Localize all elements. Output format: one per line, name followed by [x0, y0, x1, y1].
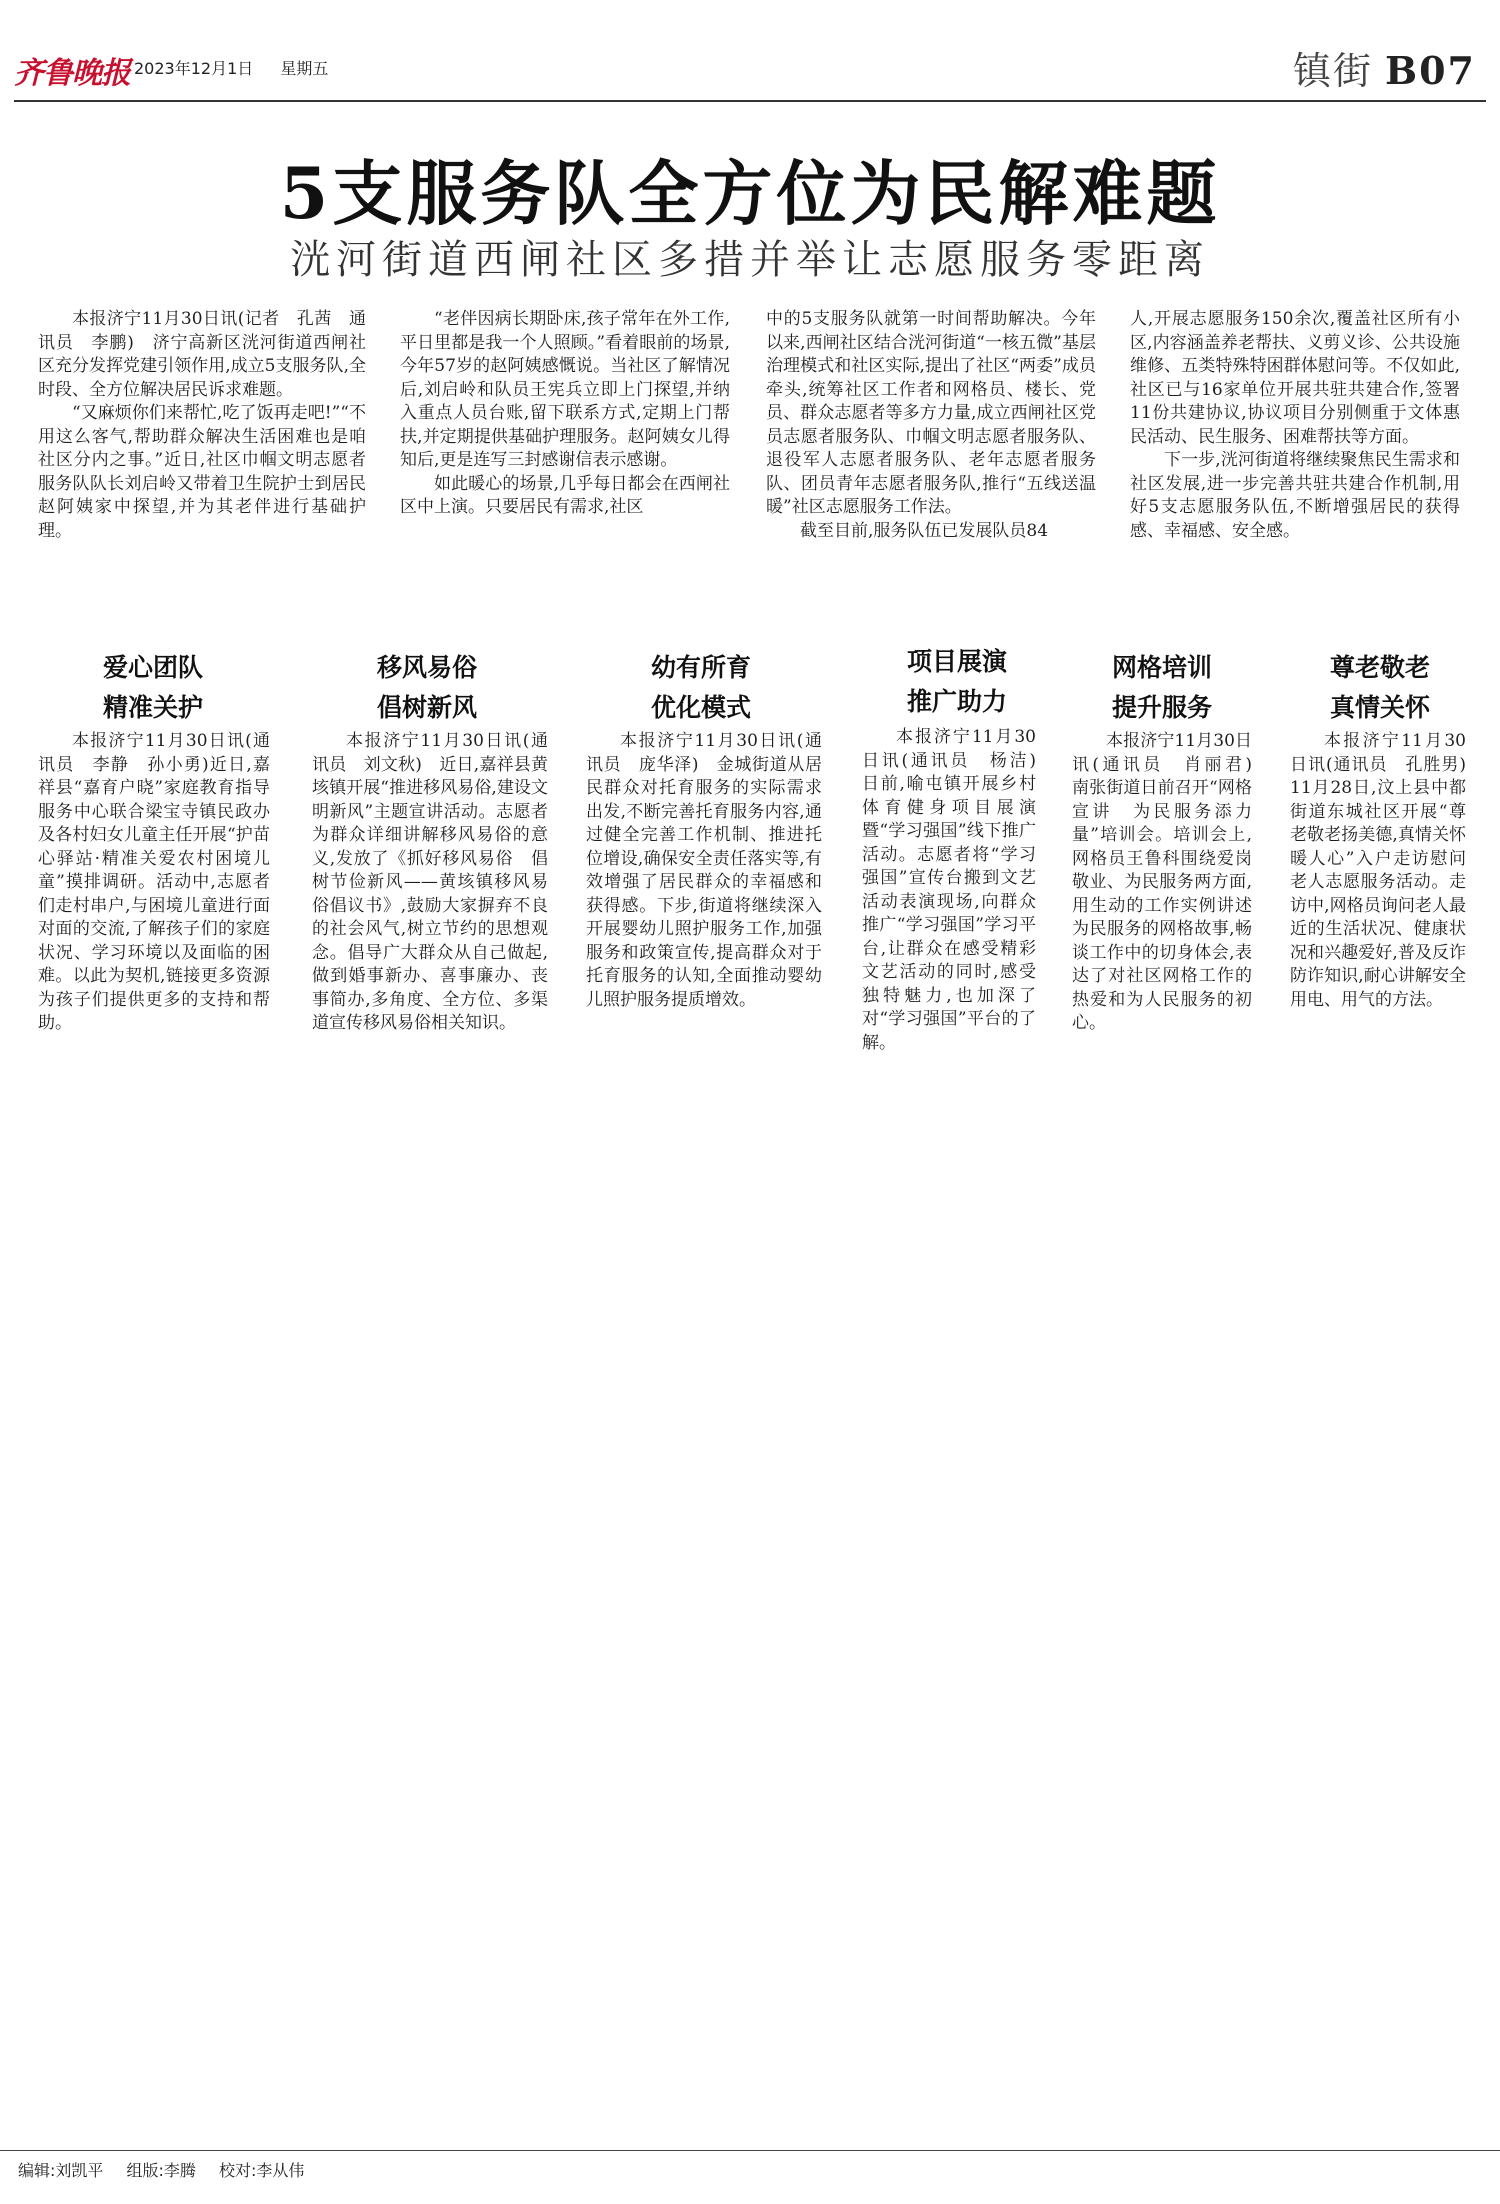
story-paragraph: 本报济宁11月30日讯(通讯员 李静 孙小勇)近日,嘉祥县“嘉育户晓”家庭教育指导服务中心联合梁宝寺镇民政办及各村妇女儿童主任开展“护苗心驿站·精准关爱农村困境儿童”摸排调研。活动中,志愿者们走村串户,与困境儿童进行面对面的交流,了解孩子们的家庭状况、学习环境以及面临的困难。以此为契机,链接更多资源为孩子们提供更多的支持和帮助。: [38, 731, 270, 1033]
date-text: 2023年12月1日: [134, 59, 254, 78]
story-paragraph: 本报济宁11月30日讯(通讯员 杨洁) 日前,喻屯镇开展乡村体育健身项目展演暨“学习强国”线下推广活动。志愿者将“学习强国”宣传台搬到文艺活动表演现场,向群众推广“学习强国”学习平台,让群众在感受精彩文艺活动的同时,感受独特魅力,也加深了对“学习强国”平台的了解。: [862, 727, 1053, 1053]
story-title-line: 幼有所育: [650, 653, 751, 682]
story-title-line: 优化模式: [650, 693, 751, 722]
lead-column-3: [766, 308, 1096, 543]
lead-column-4: [1130, 308, 1460, 543]
story-title-line: 精准关护: [102, 693, 203, 722]
footer-divider: [0, 2150, 1500, 2151]
story-title-line: 爱心团队: [102, 653, 203, 682]
story-paragraph: 本报济宁11月30日讯(通讯员 肖丽君) 南张街道日前召开“网格宣讲 为民服务添力量”培训会。培训会上,网格员王鲁科围绕爱岗敬业、为民服务两方面,用生动的工作实例讲述为民服务的网格故事,畅谈工作中的切身体会,表达了对社区网格工作的热爱和为人民服务的初心。: [1072, 731, 1269, 1033]
lead-paragraph: 本报济宁11月30日讯(记者 孔茜 通讯员 李鹏) 济宁高新区洸河街道西闸社区充分发挥党建引领作用,成立5支服务队,全时段、全方位解决居民诉求难题。: [38, 309, 366, 400]
story-body: [862, 726, 1053, 1055]
proof-credit: 校对:李从伟: [219, 2161, 305, 2180]
credits-line: [18, 2158, 322, 2181]
story-title-line: 移风易俗: [376, 653, 477, 682]
story-title: [1290, 648, 1470, 728]
story-title-line: 尊老敬老: [1329, 653, 1430, 682]
lead-paragraph: 如此暖心的场景,几乎每日都会在西闸社区中上演。只要居民有需求,社区: [400, 473, 730, 517]
layout-credit: 组版:李腾: [126, 2161, 196, 2180]
story-title-line: 提升服务: [1111, 693, 1212, 722]
story-body: [1072, 730, 1269, 1036]
newspaper-logo: 齐鲁晚报: [14, 56, 130, 91]
lead-paragraph: 人,开展志愿服务150余次,覆盖社区所有小区,内容涵盖养老帮扶、义剪义诊、公共设施维修、五类特殊特困群体慰问等。不仅如此,社区已与16家单位开展共驻共建合作,签署11份共建协议,协议项目分别侧重于文体惠民活动、民生服务、困难帮扶等方面。: [1130, 309, 1460, 447]
story-title: [862, 642, 1052, 722]
story-title-line: 推广助力: [906, 687, 1007, 716]
masthead: [14, 8, 1486, 96]
weekday-text: 星期五: [280, 59, 329, 78]
story-title-line: 真情关怀: [1329, 693, 1430, 722]
lead-paragraph: “又麻烦你们来帮忙,吃了饭再走吧!”“不用这么客气,帮助群众解决生活困难也是咱社区分内之事。”近日,社区巾帼文明志愿者服务队队长刘启岭又带着卫生院护士到居民赵阿姨家中探望,并为其老伴进行基础护理。: [38, 403, 366, 541]
lead-paragraph: 下一步,洸河街道将继续聚焦民生需求和社区发展,进一步完善共驻共建合作机制,用好5支志愿服务队伍,不断增强居民的获得感、幸福感、安全感。: [1130, 450, 1460, 541]
story-body: [586, 730, 822, 1012]
lead-subhead: 洸河街道西闸社区多措并举让志愿服务零距离: [290, 237, 1210, 283]
story-title: [1072, 648, 1252, 728]
issue-date: [134, 56, 350, 79]
story-title-line: 倡树新风: [376, 693, 477, 722]
story-paragraph: 本报济宁11月30日讯(通讯员 孔胜男) 11月28日,汶上县中都街道东城社区开展“尊老敬老扬美德,真情关怀暖人心”入户走访慰问老人志愿服务活动。走访中,网格员询问老人最近的生活状况、健康状况和兴趣爱好,普及反诈防诈知识,耐心讲解安全用电、用气的方法。: [1290, 731, 1483, 1010]
story-title: [586, 648, 816, 728]
page-number: B07: [1385, 48, 1476, 93]
lead-paragraph: 中的5支服务队就第一时间帮助解决。今年以来,西闸社区结合洸河街道“一核五微”基层治理模式和社区实际,提出了社区“两委”成员牵头,统筹社区工作者和网格员、楼长、党员、群众志愿者等多方力量,成立西闸社区党员志愿者服务队、巾帼文明志愿者服务队、退役军人志愿者服务队、老年志愿者服务队、团员青年志愿者服务队,推行“五线送温暖”社区志愿服务工作法。: [766, 309, 1096, 517]
lead-column-1: [38, 308, 366, 543]
editor-credit: 编辑:刘凯平: [18, 2161, 104, 2180]
story-title-line: 项目展演: [906, 647, 1007, 676]
story-title-line: 网格培训: [1111, 653, 1212, 682]
story-paragraph: 本报济宁11月30日讯(通讯员 庞华泽) 金城街道从居民群众对托育服务的实际需求出发,不断完善托育服务内容,通过健全完善工作机制、推进托位增设,确保安全责任落实等,有效增强了居民群众的幸福感和获得感。下步,街道将继续深入开展婴幼儿照护服务工作,加强服务和政策宣传,提高群众对于托育服务的认知,全面推动婴幼儿照护服务提质增效。: [586, 731, 822, 1010]
story-body: [1290, 730, 1483, 1012]
story-paragraph: 本报济宁11月30日讯(通讯员 刘文秋) 近日,嘉祥县黄垓镇开展“推进移风易俗,建设文明新风”主题宣讲活动。志愿者为群众详细讲解移风易俗的意义,发放了《抓好移风易俗 倡树节俭新风——黄垓镇移风易俗倡议书》,鼓励大家摒弃不良的社会风气,树立节约的思想观念。倡导广大群众从自己做起,做到婚事新办、喜事廉办、丧事简办,多角度、全方位、多渠道宣传移风易俗相关知识。: [312, 731, 548, 1033]
lead-column-2: [400, 308, 730, 520]
lead-paragraph: “老伴因病长期卧床,孩子常年在外工作,平日里都是我一个人照顾。”看着眼前的场景,今年57岁的赵阿姨感慨说。当社区了解情况后,刘启岭和队员王宪兵立即上门探望,并纳入重点人员台账,留下联系方式,定期上门帮扶,并定期提供基础护理服务。赵阿姨女儿得知后,更是连写三封感谢信表示感谢。: [400, 309, 730, 470]
lead-paragraph: 截至目前,服务队伍已发展队员84: [800, 520, 1049, 541]
page-label: [1293, 40, 1476, 95]
section-name: 镇街: [1292, 49, 1373, 93]
lead-headline: 5支服务队全方位为民解难题: [279, 152, 1221, 235]
header-divider: [14, 100, 1486, 102]
story-body: [38, 730, 270, 1036]
story-title: [312, 648, 542, 728]
story-title: [38, 648, 268, 728]
story-body: [312, 730, 548, 1036]
